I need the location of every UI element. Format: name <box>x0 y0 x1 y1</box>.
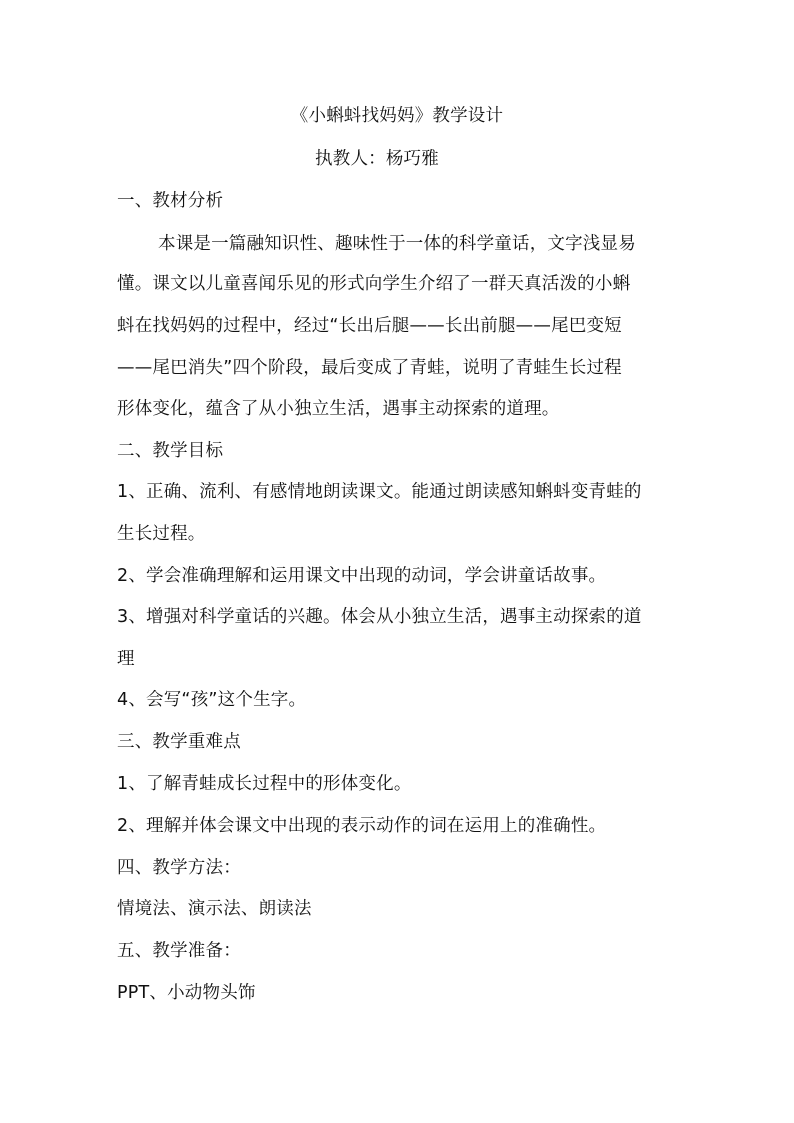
author-line: 执教人：杨巧雅 <box>315 149 439 169</box>
key-point-line: 1、了解青蛙成长过程中的形体变化。 <box>117 774 412 794</box>
analysis-paragraph-line: 形体变化，蕴含了从小独立生活，遇事主动探索的道理。 <box>117 399 560 419</box>
section-heading-preparation: 五、教学准备： <box>117 941 241 961</box>
analysis-paragraph-line: 本课是一篇融知识性、趣味性于一体的科学童话，文字浅显易 <box>158 234 636 254</box>
document-title: 《小蝌蚪找妈妈》教学设计 <box>290 106 504 126</box>
section-heading-key-points: 三、教学重难点 <box>117 732 241 752</box>
analysis-paragraph-line: 蚪在找妈妈的过程中，经过“长出后腿——长出前腿——尾巴变短 <box>117 316 622 336</box>
section-heading-goals: 二、教学目标 <box>117 441 224 461</box>
analysis-paragraph-line: ——尾巴消失”四个阶段，最后变成了青蛙，说明了青蛙生长过程 <box>117 358 622 378</box>
section-heading-analysis: 一、教材分析 <box>117 191 224 211</box>
goal-line: 1、正确、流利、有感情地朗读课文。能通过朗读感知蝌蚪变青蛙的 <box>117 482 642 502</box>
preparation-text: PPT、小动物头饰 <box>117 983 256 1003</box>
goal-line: 2、学会准确理解和运用课文中出现的动词，学会讲童话故事。 <box>117 566 607 586</box>
section-heading-methods: 四、教学方法： <box>117 858 241 878</box>
goal-line: 4、会写“孩”这个生字。 <box>117 690 307 710</box>
goal-line: 3、增强对科学童话的兴趣。体会从小独立生活，遇事主动探索的道 <box>117 607 642 627</box>
key-point-line: 2、理解并体会课文中出现的表示动作的词在运用上的准确性。 <box>117 816 607 836</box>
analysis-paragraph-line: 懂。课文以儿童喜闻乐见的形式向学生介绍了一群天真活泼的小蝌 <box>117 274 631 294</box>
goal-line: 生长过程。 <box>117 524 206 544</box>
methods-text: 情境法、演示法、朗读法 <box>117 899 312 919</box>
goal-line: 理 <box>117 649 135 669</box>
